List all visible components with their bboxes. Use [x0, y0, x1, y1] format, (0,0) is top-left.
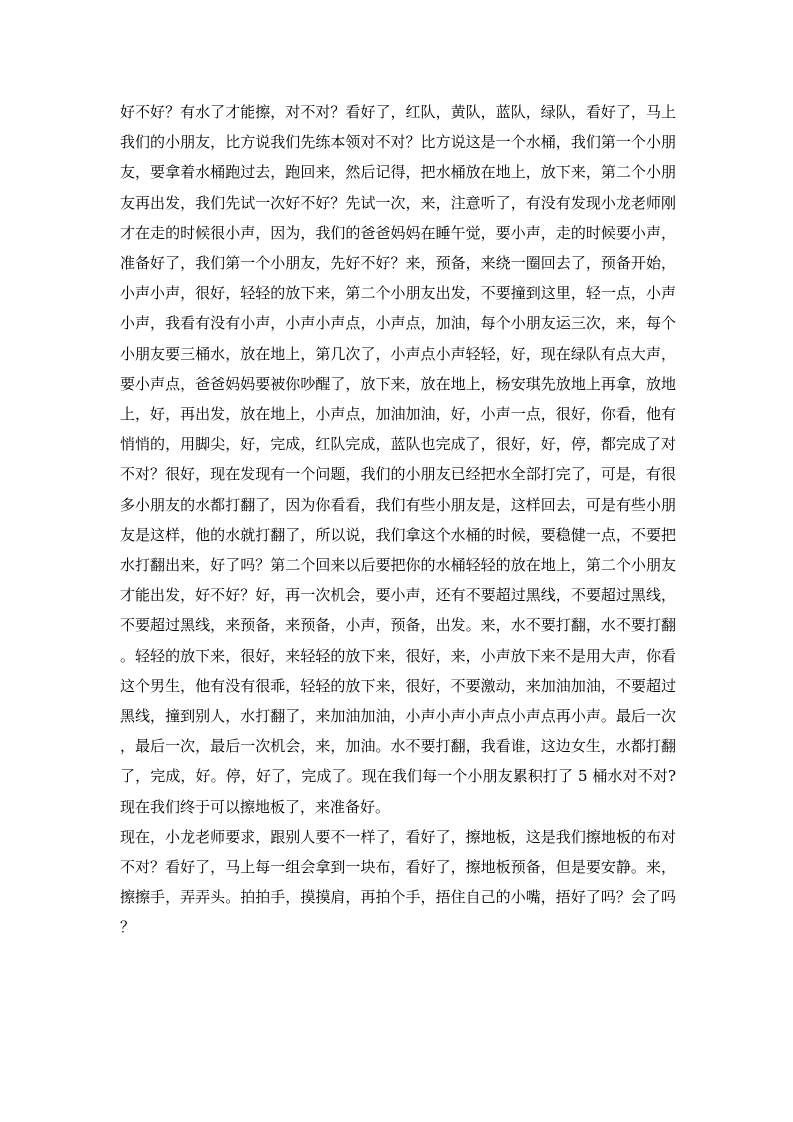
- paragraph-2: 现在，小龙老师要求，跟别人要不一样了，看好了，擦地板，这是我们擦地板的布对不对？看好了，马上每一组会拿到一块布，看好了，擦地板预备，但是要安静。来，擦擦手，弄弄头。拍拍手，摸摸肩，再拍个手，捂住自己的小嘴，捂好了吗？会了吗？: [120, 827, 676, 937]
- body-text: [120, 97, 676, 943]
- paragraph-1: 好不好？有水了才能擦，对不对？看好了，红队，黄队，蓝队，绿队，看好了，马上我们的小朋友，比方说我们先练本领对不对？比方说这是一个水桶，我们第一个小朋友，要拿着水桶跑过去，跑回来，然后记得，把水桶放在地上，放下来，第二个小朋友再出发，我们先试一次好不好？先试一次，来，注意听了，有没有发现小龙老师刚才在走的时候很小声，因为，我们的爸爸妈妈在睡午觉，要小声，走的时候要小声，准备好了，我们第一个小朋友，先好不好？来，预备，来绕一圈回去了，预备开始，小声小声，很好，轻轻的放下来，第二个小朋友出发，不要撞到这里，轻一点，小声小声，我看有没有小声，小声小声点，小声点，加油，每个小朋友运三次，来，每个小朋友要三桶水，放在地上，第几次了，小声点小声轻轻，好，现在绿队有点大声，要小声点，爸爸妈妈要被你吵醒了，放下来，放在地上，杨安琪先放地上再拿，放地上，好，再出发，放在地上，小声点，加油加油，好，小声一点，很好，你看，他有悄悄的，用脚尖，好，完成，红队完成，蓝队也完成了，很好，好，停，都完成了对不对？很好，现在发现有一个问题，我们的小朋友已经把水全部打完了，可是，有很多小朋友的水都打翻了，因为你看看，我们有些小朋友是，这样回去，可是有些小朋友是这样，他的水就打翻了，所以说，我们拿这个水桶的时候，要稳健一点，不要把水打翻出来，好了吗？第二个回来以后要把你的水桶轻轻的放在地上，第二个小朋友才能出发，好不好？好，再一次机会，要小声，还有不要超过黑线，不要超过黑线，不要超过黑线，来预备，来预备，小声，预备，出发。来，水不要打翻，水不要打翻。轻轻的放下来，很好，来轻轻的放下来，很好，来，小声放下来不是用大声，你看这个男生，他有没有很乖，轻轻的放下来，很好，不要激动，来加油加油，不要超过黑线，撞到别人，水打翻了，来加油加油，小声小声小声点小声点再小声。最后一次，最后一次，最后一次机会，来，加油。水不要打翻，我看谁，这边女生，水都打翻了，完成，好。停，好了，完成了。现在我们每一个小朋友累积打了 5 桶水对不对?现在我们终于可以擦地板了，来准备好。: [120, 103, 676, 816]
